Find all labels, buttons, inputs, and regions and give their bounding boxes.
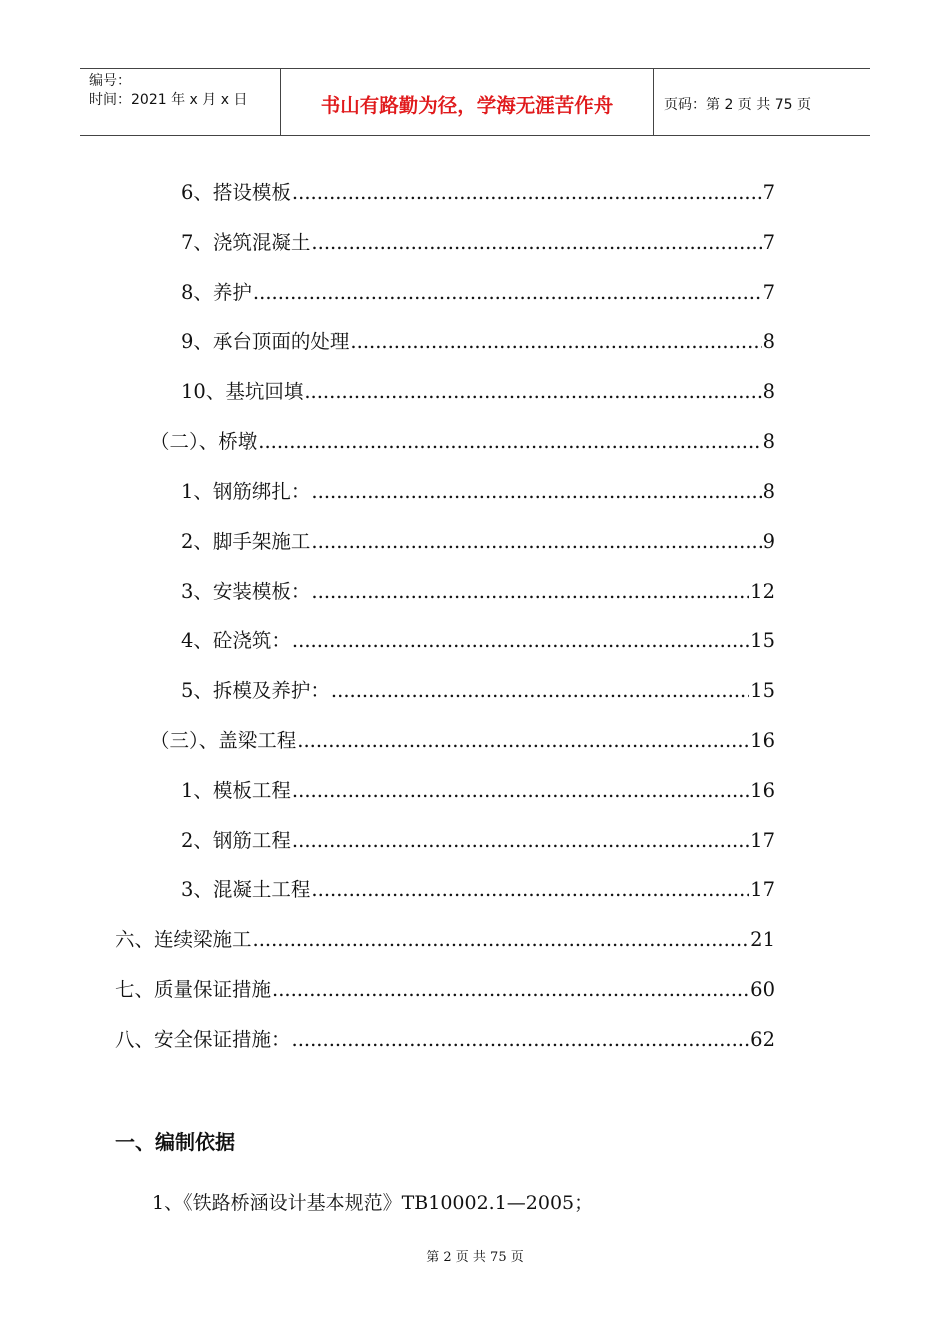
toc-leader-dots xyxy=(311,478,761,506)
toc-leader-dots xyxy=(304,378,761,406)
toc-entry-page: 8 xyxy=(762,380,775,403)
toc-leader-dots xyxy=(272,976,749,1004)
header-meta-cell xyxy=(80,69,281,135)
page-footer xyxy=(0,1246,950,1265)
toc-entry-title: 1、模板工程 xyxy=(181,779,291,802)
toc-entry-page: 8 xyxy=(762,330,775,353)
toc-entry-page: 7 xyxy=(762,181,775,204)
page-info: 页码：第 2 页 共 75 页 xyxy=(664,97,811,113)
toc-entry-title: 3、安装模板： xyxy=(181,580,311,603)
footer-page-text: 第 2 页 共 75 页 xyxy=(426,1250,524,1265)
toc-entry-title: 5、拆模及养护： xyxy=(181,679,330,702)
toc-entry[interactable] xyxy=(181,627,775,655)
toc-entry-title: 六、连续梁施工 xyxy=(115,928,252,951)
toc-entry-title: 3、混凝土工程 xyxy=(181,878,311,901)
toc-entry[interactable] xyxy=(181,578,775,606)
toc-entry-title: 4、砼浇筑： xyxy=(181,629,291,652)
toc-leader-dots xyxy=(311,229,761,257)
toc-entry-page: 16 xyxy=(750,779,775,802)
motto-text: 书山有路勤为径，学海无涯苦作舟 xyxy=(320,94,614,117)
toc-entry-title: 6、搭设模板 xyxy=(181,181,291,204)
toc-entry[interactable] xyxy=(181,777,775,805)
time-label: 时间：2021 年 x 月 x 日 xyxy=(89,92,248,108)
toc-entry-page: 12 xyxy=(750,580,775,603)
toc-leader-dots xyxy=(350,328,761,356)
toc-leader-dots xyxy=(253,926,750,954)
toc-leader-dots xyxy=(311,578,749,606)
toc-leader-dots xyxy=(292,627,749,655)
toc-entry-title: 七、质量保证措施 xyxy=(115,978,272,1001)
toc-entry[interactable] xyxy=(181,827,775,855)
toc-entry-title: （二）、桥墩 xyxy=(150,430,258,453)
toc-entry-title: 2、钢筋工程 xyxy=(181,829,291,852)
toc-leader-dots xyxy=(292,179,762,207)
toc-entry[interactable] xyxy=(150,428,775,456)
toc-entry[interactable] xyxy=(181,229,775,257)
toc-entry-page: 7 xyxy=(762,281,775,304)
toc-entry[interactable] xyxy=(181,279,775,307)
toc-entry-page: 15 xyxy=(750,629,775,652)
toc-entry[interactable] xyxy=(181,876,775,904)
page-header xyxy=(80,68,870,136)
toc-entry-page: 8 xyxy=(762,430,775,453)
toc-entry[interactable] xyxy=(181,378,775,406)
toc-entry[interactable] xyxy=(181,328,775,356)
toc-leader-dots xyxy=(331,677,749,705)
toc-entry-page: 17 xyxy=(750,829,775,852)
toc-leader-dots xyxy=(292,827,749,855)
number-label: 编号： xyxy=(89,73,131,89)
toc-entry-page: 9 xyxy=(762,530,775,553)
toc-leader-dots xyxy=(258,428,761,456)
toc-entry-page: 8 xyxy=(762,480,775,503)
toc-entry[interactable] xyxy=(181,179,775,207)
header-page-cell xyxy=(654,69,870,135)
toc-entry-page: 16 xyxy=(750,729,775,752)
toc-entry-page: 17 xyxy=(750,878,775,901)
toc-entry-title: 7、浇筑混凝土 xyxy=(181,231,311,254)
toc-entry[interactable] xyxy=(181,528,775,556)
toc-entry-title: 9、承台顶面的处理 xyxy=(181,330,350,353)
toc-entry-page: 21 xyxy=(750,928,775,951)
toc-entry-page: 62 xyxy=(750,1028,775,1051)
toc-leader-dots xyxy=(297,727,749,755)
toc-entry[interactable] xyxy=(115,1026,775,1054)
toc-entry-title: 10、基坑回填 xyxy=(181,380,304,403)
toc-entry[interactable] xyxy=(181,677,775,705)
toc-entry-title: 8、养护 xyxy=(181,281,252,304)
toc-entry[interactable] xyxy=(150,727,775,755)
toc-leader-dots xyxy=(292,1026,750,1054)
toc-entry-page: 15 xyxy=(750,679,775,702)
toc-entry-title: 八、安全保证措施： xyxy=(115,1028,291,1051)
toc-leader-dots xyxy=(311,528,761,556)
toc-entry-title: 2、脚手架施工 xyxy=(181,530,311,553)
toc-leader-dots xyxy=(311,876,749,904)
toc-entry[interactable] xyxy=(115,976,775,1004)
toc-entry-title: （三）、盖梁工程 xyxy=(150,729,297,752)
toc-leader-dots xyxy=(292,777,749,805)
toc-entry[interactable] xyxy=(115,926,775,954)
toc-entry-page: 7 xyxy=(762,231,775,254)
header-motto-cell xyxy=(281,69,654,135)
body-paragraph: 1、《铁路桥涵设计基本规范》TB10002.1—2005； xyxy=(152,1192,594,1214)
toc-leader-dots xyxy=(253,279,762,307)
toc-entry[interactable] xyxy=(181,478,775,506)
toc-entry-page: 60 xyxy=(750,978,775,1001)
toc-entry-title: 1、钢筋绑扎： xyxy=(181,480,311,503)
section-heading: 一、编制依据 xyxy=(115,1130,235,1154)
